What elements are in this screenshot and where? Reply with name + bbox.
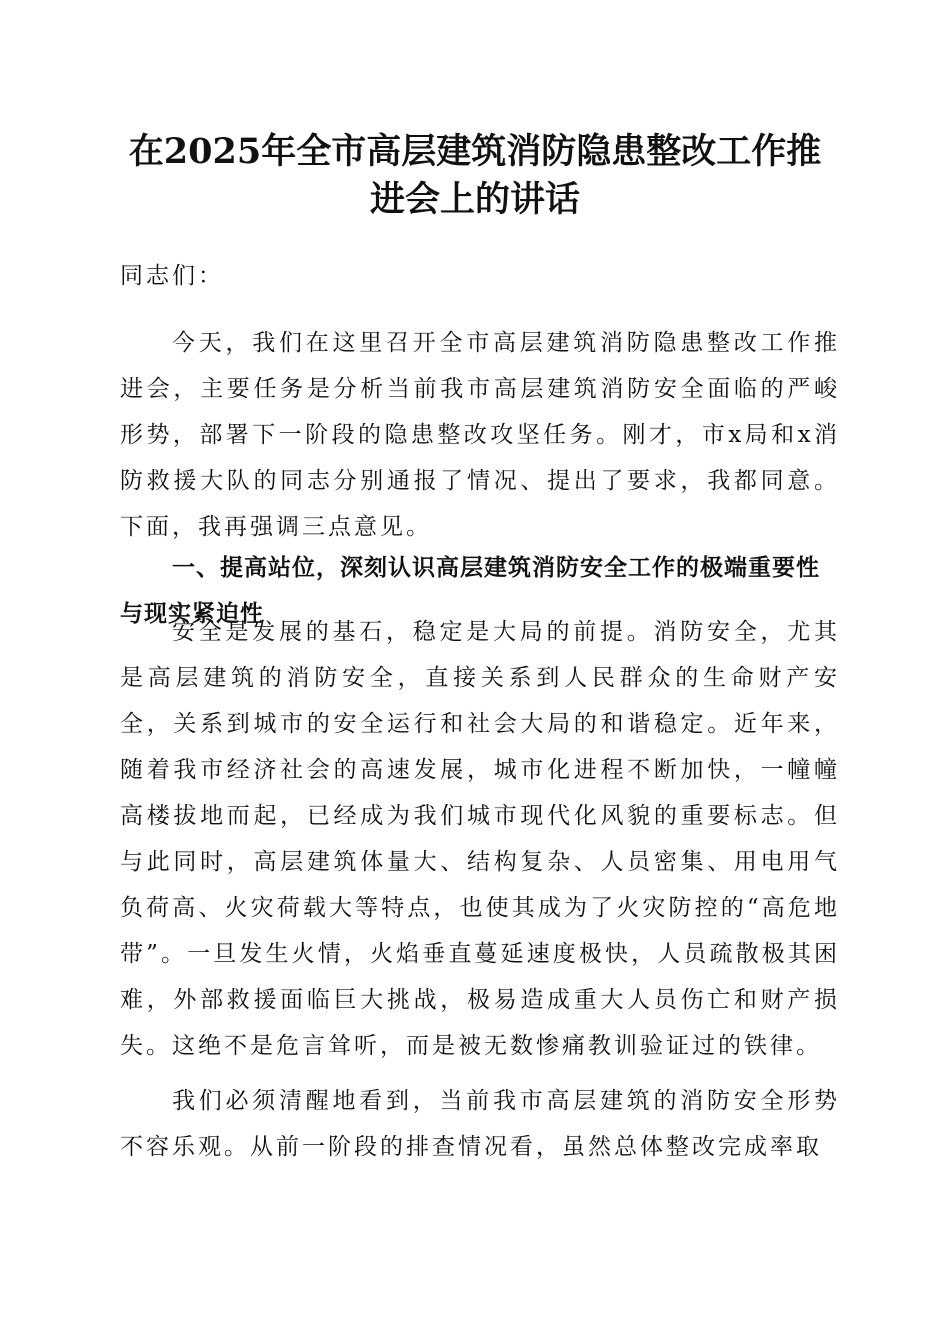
opening-paragraph: 今天，我们在这里召开全市高层建筑消防隐患整改工作推进会，主要任务是分析当前我市高层建筑消防安全面临的严峻形势，部署下一阶段的隐患整改攻坚任务。刚才，市x局和x消防救援大队的同志分别通报了情况、提出了要求，我都同意。下面，我再强调三点意见。 bbox=[120, 330, 840, 540]
document-title-line-2: 进会上的讲话 bbox=[369, 179, 580, 220]
document-title-line-1: 在2025年全市高层建筑消防隐患整改工作推 bbox=[128, 131, 822, 172]
section-1-paragraph-2: 我们必须清醒地看到，当前我市高层建筑的消防安全形势不容乐观。从前一阶段的排查情况看，虽然总体整改完成率取 bbox=[120, 1088, 840, 1160]
section-heading-1: 一、提高站位，深刻认识高层建筑消防安全工作的极端重要性与现实紧迫性 bbox=[120, 555, 820, 627]
document-title bbox=[100, 128, 850, 224]
section-1-paragraph-1: 安全是发展的基石，稳定是大局的前提。消防安全，尤其是高层建筑的消防安全，直接关系到人民群众的生命财产安全，关系到城市的安全运行和社会大局的和谐稳定。近年来，随着我市经济社会的高速发展，城市化进程不断加快，一幢幢高楼拔地而起，已经成为我们城市现代化风貌的重要标志。但与此同时，高层建筑体量大、结构复杂、人员密集、用电用气负荷高、火灾荷载大等特点，也使其成为了火灾防控的“高危地带”。一旦发生火情，火焰垂直蔓延速度极快，人员疏散极其困难，外部救援面临巨大挑战，极易造成重大人员伤亡和财产损失。这绝不是危言耸听，而是被无数惨痛教训验证过的铁律。 bbox=[120, 619, 840, 1059]
greeting: 同志们： bbox=[120, 263, 224, 289]
